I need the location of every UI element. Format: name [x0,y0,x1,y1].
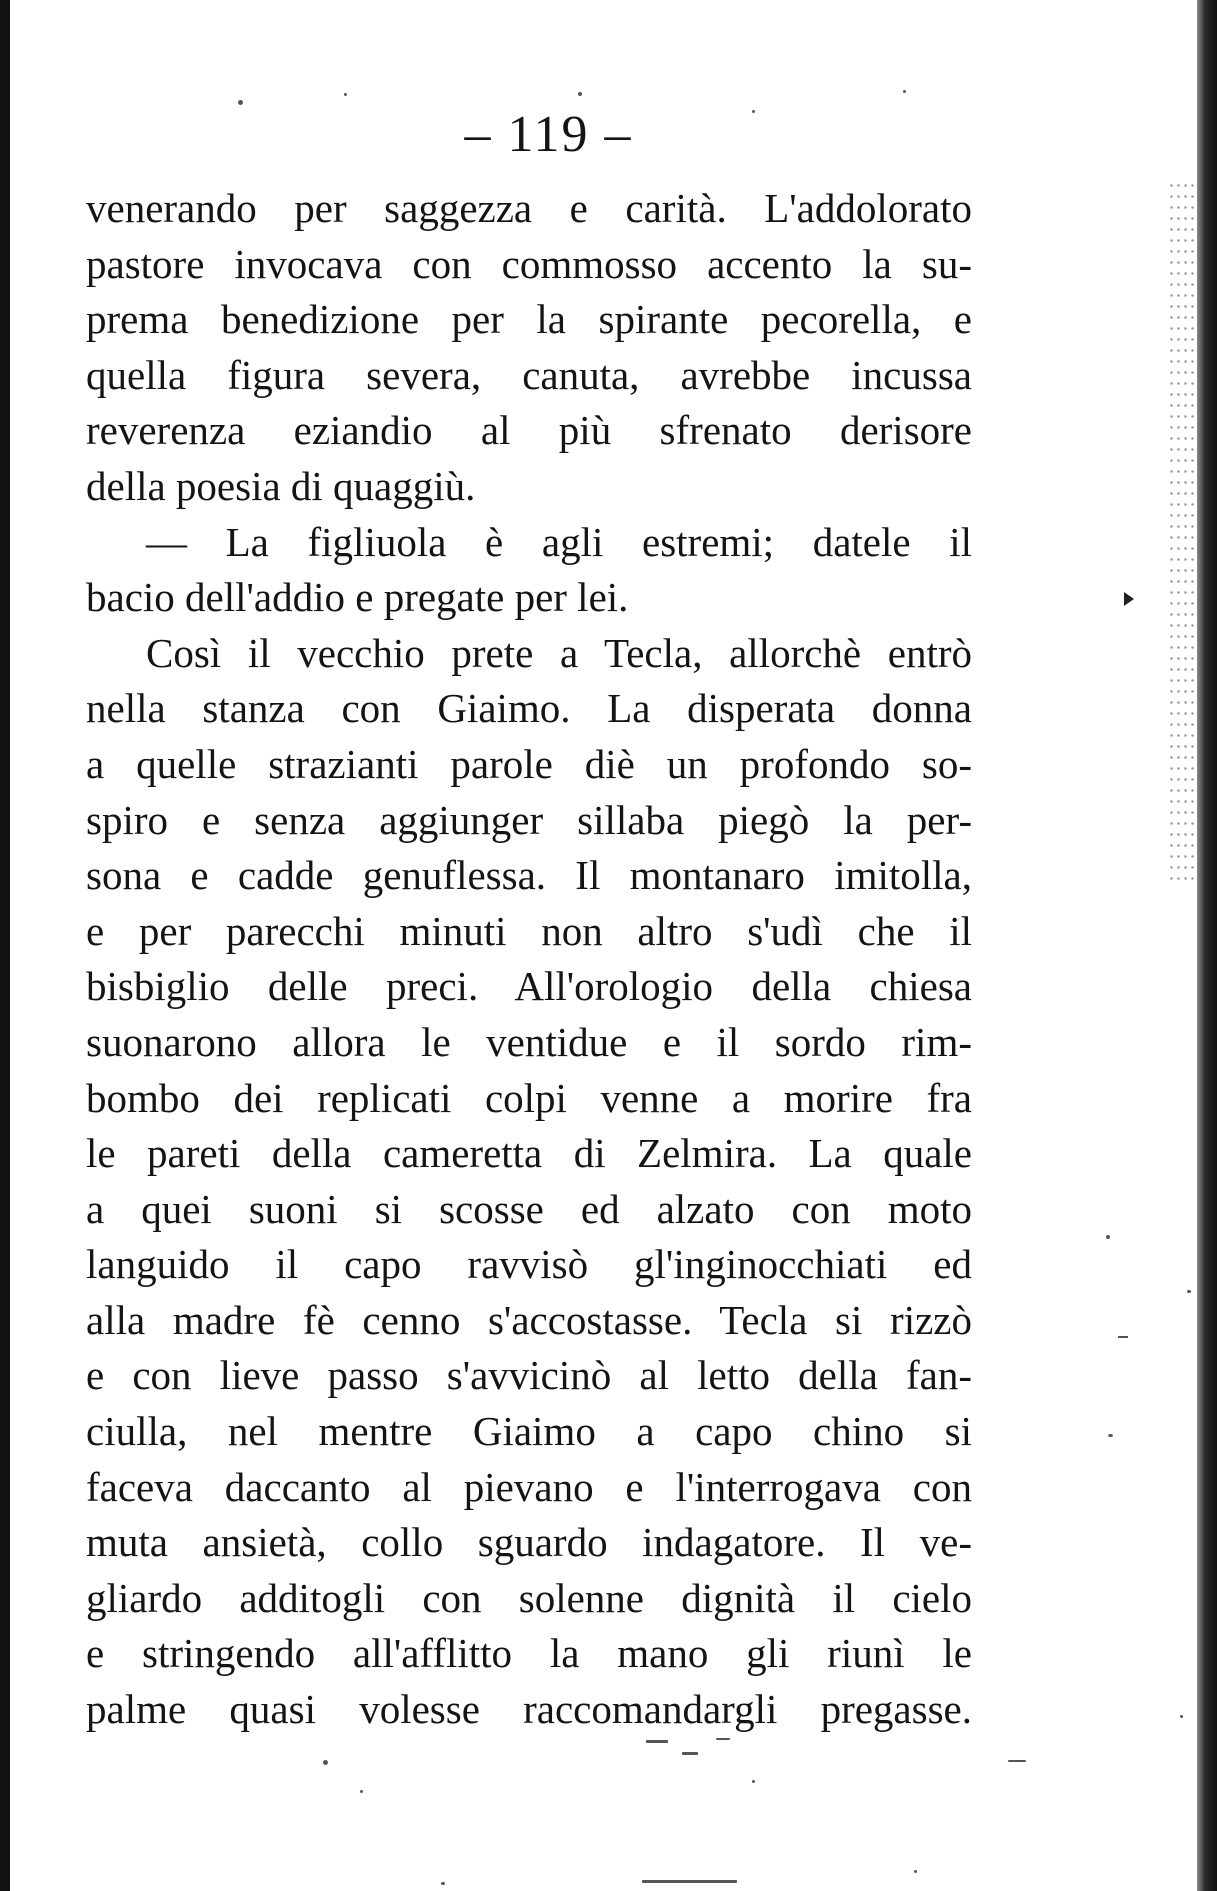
text-line: sona e cadde genuflessa. Il montanaro imitolla, [86,852,972,899]
page-left-edge [0,0,10,1891]
ink-speck [238,100,243,105]
text-line: palme quasi volesse raccomandargli pregasse. [86,1686,972,1733]
text-line: suonarono allora le ventidue e il sordo rim- [86,1018,972,1065]
ink-speck [360,1790,363,1793]
text-line: muta ansietà, collo sguardo indagatore. Il ve- [86,1519,972,1566]
ink-speck [344,93,347,96]
ink-speck [323,1760,328,1765]
ink-speck [1180,1715,1183,1718]
text-line: reverenza eziandio al più sfrenato derisore [86,407,972,454]
text-line: pastore invocava con commosso accento la su- [86,240,972,287]
text-line: bombo dei replicati colpi venne a morire fra [86,1074,972,1121]
text-line: venerando per saggezza e carità. L'addolorato [86,185,972,231]
text-line: bacio dell'addio e pregate per lei. [86,574,629,621]
ink-speck [642,1880,737,1883]
body-text [86,181,972,1738]
ink-speck [752,110,755,113]
ink-speck [1118,1336,1128,1338]
text-line: spiro e senza aggiunger sillaba piegò la per- [86,796,972,843]
text-line: quella figura severa, canuta, avrebbe incussa [86,351,972,398]
text-line: — La figliuola è agli estremi; datele il [146,518,972,565]
text-line: le pareti della cameretta di Zelmira. La quale [86,1130,972,1177]
ink-speck [752,1780,755,1783]
ink-speck [1108,1434,1113,1437]
ink-speck [646,1740,668,1743]
ink-speck [578,92,582,96]
text-line: e stringendo all'afflitto la mano gli riunì le [86,1630,972,1677]
text-line: faceva daccanto al pievano e l'interrogava con [86,1463,972,1510]
text-line: della poesia di quaggiù. [86,462,476,509]
ink-speck [441,1882,445,1885]
ink-speck [914,1870,917,1873]
ink-speck [682,1752,698,1755]
page-number [0,105,1217,165]
ink-speck [903,90,906,93]
ink-speck [716,1738,730,1740]
margin-mark [1124,592,1134,606]
text-line: Così il vecchio prete a Tecla, allorchè entrò [146,629,972,676]
ink-speck [1008,1760,1026,1762]
text-line: gliardo additogli con solenne dignità il cielo [86,1574,972,1621]
text-line: alla madre fè cenno s'accostasse. Tecla si rizzò [86,1296,972,1343]
text-line: e per parecchi minuti non altro s'udì che il [86,907,972,954]
ink-speck [1106,1235,1110,1239]
margin-specks [1168,180,1194,880]
ink-speck [1187,1290,1191,1293]
page-right-edge [1197,0,1217,1891]
text-line: nella stanza con Giaimo. La disperata donna [86,685,972,732]
text-line: ciulla, nel mentre Giaimo a capo chino si [86,1408,972,1455]
text-line: prema benedizione per la spirante pecorella, e [86,296,972,343]
text-line: a quelle strazianti parole diè un profondo so- [86,740,972,787]
text-line: a quei suoni si scosse ed alzato con moto [86,1185,972,1232]
text-line: languido il capo ravvisò gl'inginocchiati ed [86,1241,972,1288]
text-line: bisbiglio delle preci. All'orologio della chiesa [86,963,972,1010]
text-line: e con lieve passo s'avvicinò al letto della fan- [86,1352,972,1399]
page-number-text: – 119 – [464,106,633,163]
